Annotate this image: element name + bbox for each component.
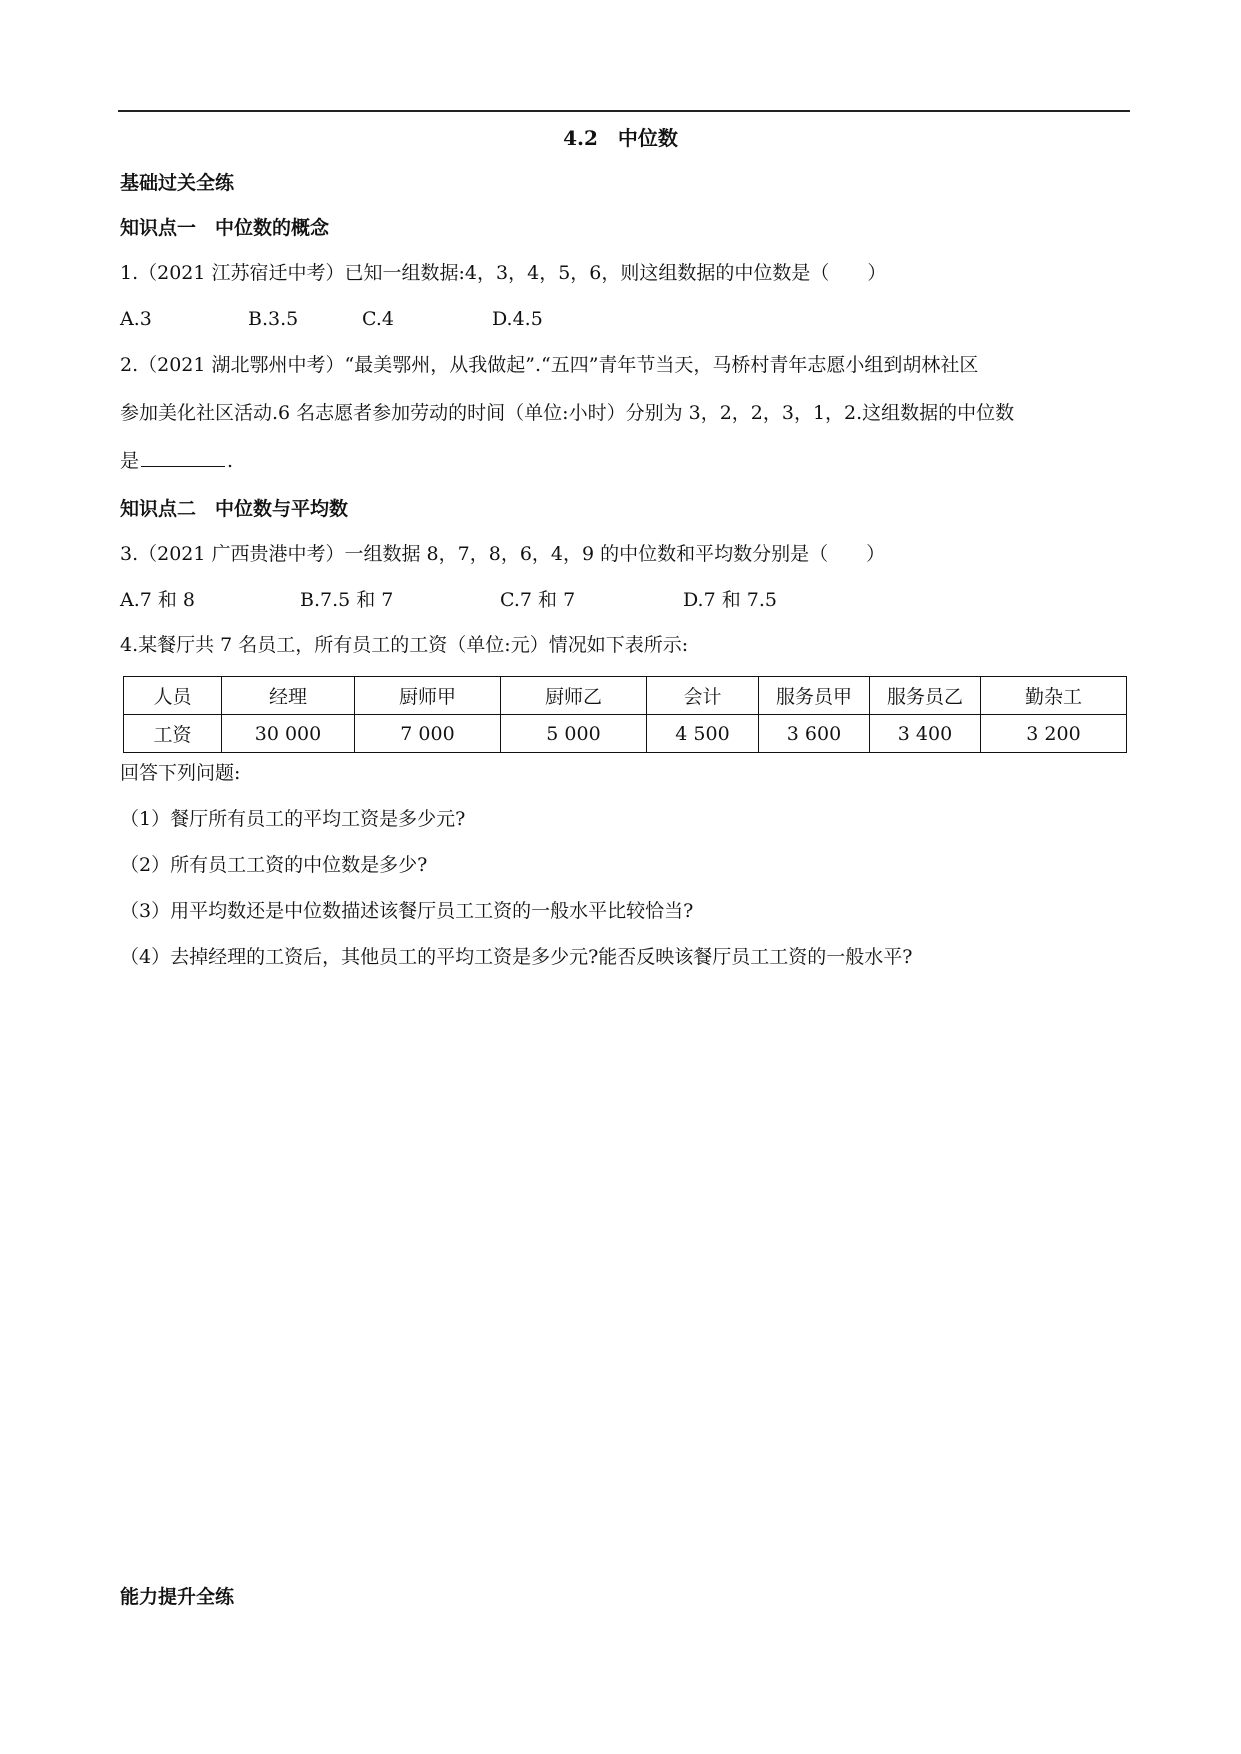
question-3-text: 3.（2021 广西贵港中考）一组数据 8，7，8，6，4，9 的中位数和平均数分别是（ ） <box>120 543 886 565</box>
subquestion-2: （2）所有员工工资的中位数是多少? <box>120 854 428 876</box>
table-cell: 30 000 <box>222 715 355 753</box>
answer-prompt: 回答下列问题: <box>120 762 241 784</box>
page-title: 4.2 中位数 <box>563 126 678 150</box>
table-cell: 3 400 <box>870 715 981 753</box>
question-1-option-a: A.3 <box>120 308 152 330</box>
question-1-option-c: C.4 <box>362 308 394 330</box>
table-cell: 工资 <box>124 715 222 753</box>
table-cell: 3 600 <box>759 715 870 753</box>
subquestion-4: （4）去掉经理的工资后，其他员工的平均工资是多少元?能否反映该餐厅员工工资的一般水平? <box>120 946 913 968</box>
question-2-line-1: 2.（2021 湖北鄂州中考）“最美鄂州，从我做起”.“五四”青年节当天，马桥村青年志愿小组到胡林社区 <box>120 354 979 376</box>
question-2-suffix: . <box>227 450 234 472</box>
knowledge-point-1-heading: 知识点一 中位数的概念 <box>120 217 330 239</box>
question-1-text: 1.（2021 江苏宿迁中考）已知一组数据:4，3，4，5，6，则这组数据的中位数是（ ） <box>120 262 887 284</box>
table-cell: 3 200 <box>981 715 1127 753</box>
question-3-option-a: A.7 和 8 <box>120 589 196 611</box>
table-row <box>124 677 1127 715</box>
question-2-line-2: 参加美化社区活动.6 名志愿者参加劳动的时间（单位:小时）分别为 3，2，2，3，1，2.这组数据的中位数 <box>120 402 1015 424</box>
table-cell: 5 000 <box>501 715 647 753</box>
question-3-option-b: B.7.5 和 7 <box>300 589 394 611</box>
salary-table <box>123 676 1127 753</box>
knowledge-point-2-heading: 知识点二 中位数与平均数 <box>120 498 349 520</box>
table-header-cell: 经理 <box>222 677 355 715</box>
table-header-cell: 厨师乙 <box>501 677 647 715</box>
question-3-option-c: C.7 和 7 <box>500 589 576 611</box>
subquestion-3: （3）用平均数还是中位数描述该餐厅员工工资的一般水平比较恰当? <box>120 900 694 922</box>
answer-blank[interactable] <box>141 448 225 467</box>
table-header-cell: 会计 <box>647 677 759 715</box>
question-2-prefix: 是 <box>120 450 140 472</box>
table-header-cell: 服务员甲 <box>759 677 870 715</box>
table-header-cell: 人员 <box>124 677 222 715</box>
subquestion-1: （1）餐厅所有员工的平均工资是多少元? <box>120 808 466 830</box>
header-rule <box>118 110 1130 112</box>
section-basic-heading: 基础过关全练 <box>120 172 235 194</box>
table-header-cell: 厨师甲 <box>355 677 501 715</box>
table-cell: 7 000 <box>355 715 501 753</box>
table-header-cell: 勤杂工 <box>981 677 1127 715</box>
section-ability-heading: 能力提升全练 <box>120 1586 235 1608</box>
table-row <box>124 715 1127 753</box>
table-header-cell: 服务员乙 <box>870 677 981 715</box>
question-3-option-d: D.7 和 7.5 <box>683 589 777 611</box>
question-2-line-3 <box>120 448 233 474</box>
question-4-intro: 4.某餐厅共 7 名员工，所有员工的工资（单位:元）情况如下表所示: <box>120 634 689 656</box>
question-1-option-b: B.3.5 <box>248 308 299 330</box>
table-cell: 4 500 <box>647 715 759 753</box>
question-1-option-d: D.4.5 <box>492 308 543 330</box>
